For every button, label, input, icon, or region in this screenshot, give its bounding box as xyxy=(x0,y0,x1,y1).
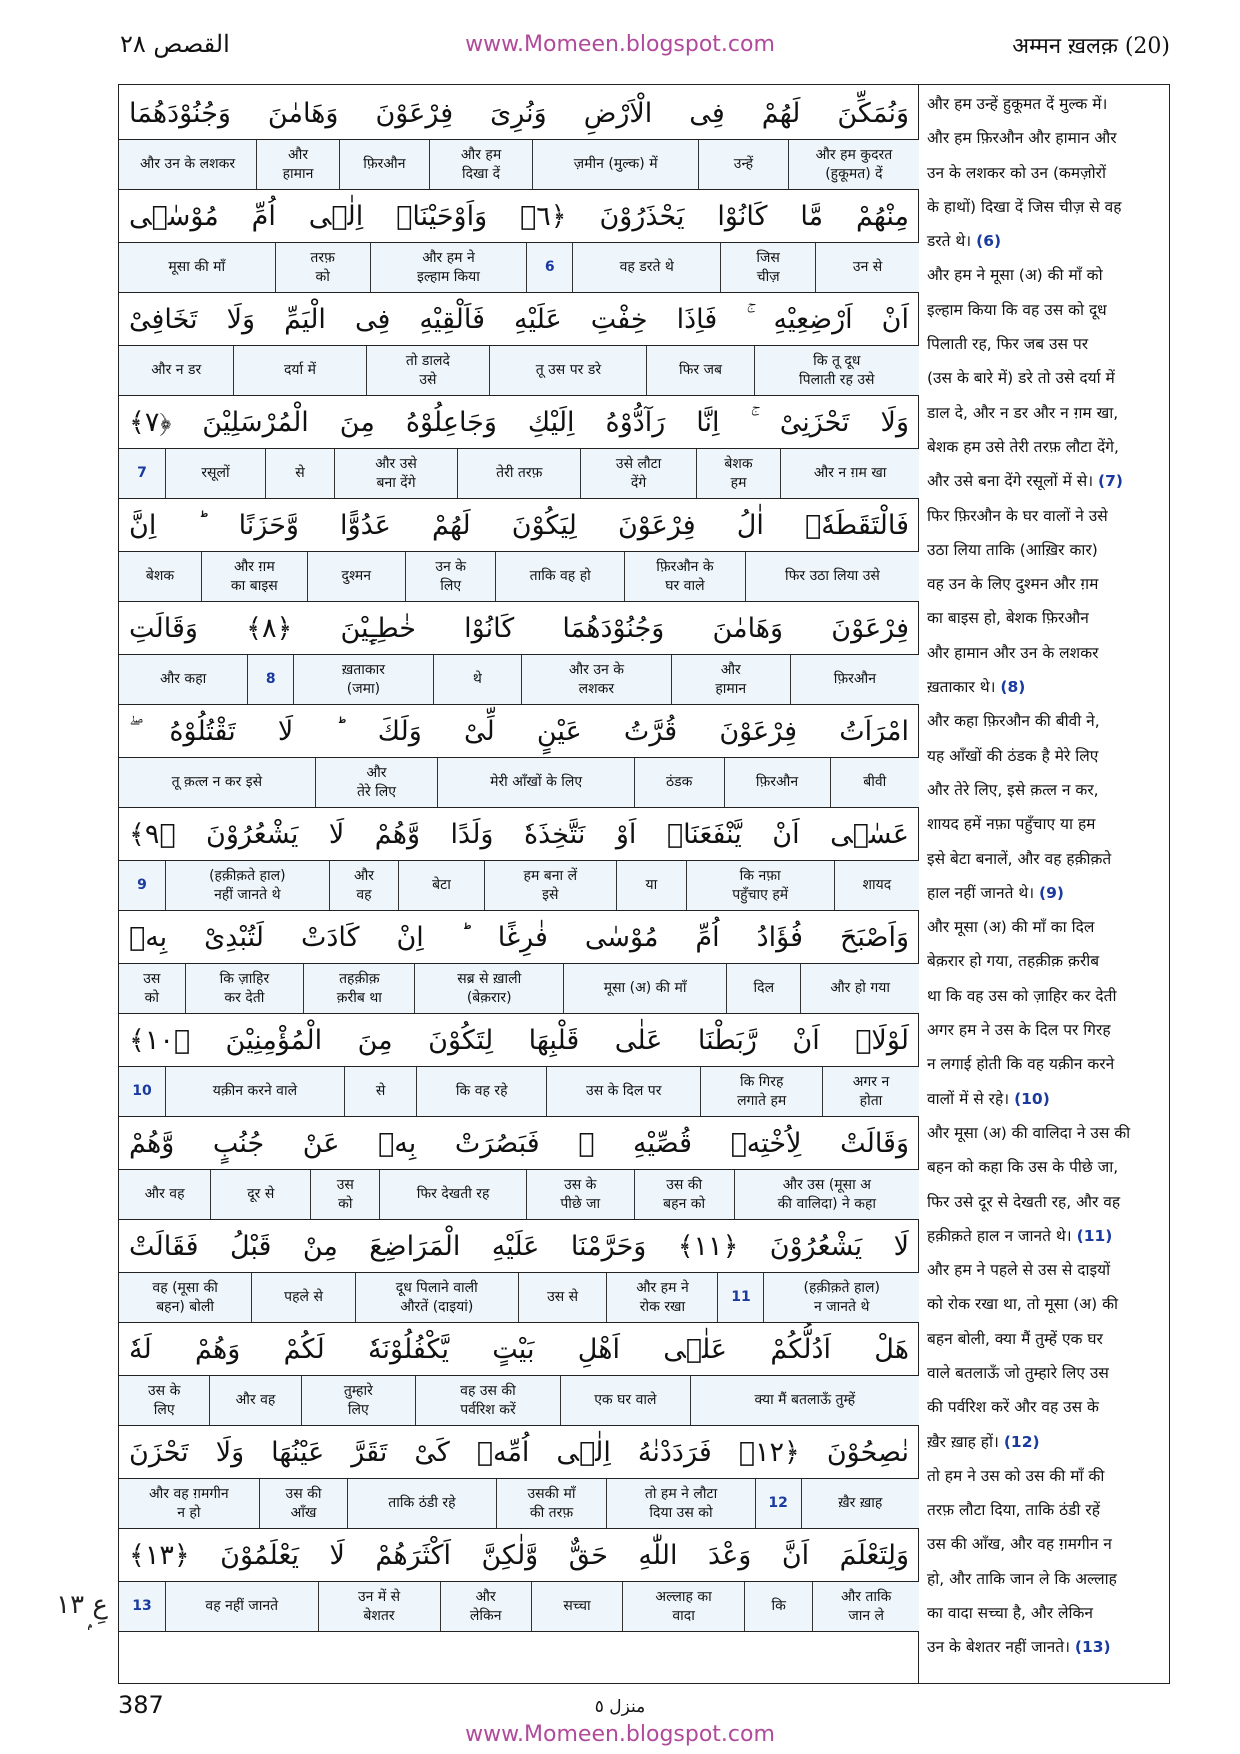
word-meaning-cell: उसे लौटा देंगे xyxy=(580,449,695,498)
word-meaning-cell: और वह xyxy=(209,1376,300,1425)
word-meaning-cell: बेशक xyxy=(145,568,175,584)
word-translation-row xyxy=(119,1067,919,1117)
arabic-verse-line: وَاَصْبَحَ فُؤَادُ اُمِّ مُوْسٰى فٰرِغًا ؕ اِنْ كَادَتْ لَتُبْدِىْ بِهٖ xyxy=(119,911,919,964)
translation-text: था कि वह उस को ज़ाहिर कर देती xyxy=(927,986,1117,1005)
translation-line xyxy=(927,739,1165,773)
translation-line xyxy=(927,464,1165,498)
translation-line xyxy=(927,1493,1165,1527)
translation-text: ख़ैर ख़ाह हों। (12) xyxy=(927,1432,1040,1451)
word-translation-row xyxy=(119,449,919,499)
verse-number: (10) xyxy=(1014,1089,1050,1108)
translation-line xyxy=(927,190,1165,224)
word-translation-row xyxy=(119,346,919,396)
translation-line xyxy=(927,1630,1165,1664)
word-meaning-cell: फ़िरऔन के घर वाले xyxy=(624,552,745,601)
word-meaning-cell: उस के लिए xyxy=(148,1382,181,1418)
word-meaning-cell: तो हम ने लौटा दिया उस को xyxy=(606,1479,754,1528)
arabic-verse-line: هَلْ اَدُلُّكُمْ عَلٰۤى اَهْلِ بَيْتٍ يَّكْفُلُوْنَهٗ لَكُمْ وَهُمْ لَهٗ xyxy=(119,1323,919,1376)
translation-text: का वादा सच्चा है, और लेकिन xyxy=(927,1604,1093,1623)
translation-line xyxy=(927,1219,1165,1253)
word-meaning-cell: तुम्हारे लिए xyxy=(301,1376,415,1425)
verse-number: (12) xyxy=(1003,1432,1040,1451)
translation-text: उन के बेशतर नहीं जानते। (13) xyxy=(927,1638,1111,1657)
word-translation-row xyxy=(119,1479,919,1529)
translation-text: तरफ़ लौटा दिया, ताकि ठंडी रहें xyxy=(927,1501,1100,1520)
word-meaning-cell: फिर जब xyxy=(646,346,753,395)
translation-line xyxy=(927,258,1165,292)
word-meaning-cell: ख़ताकार (जमा) xyxy=(293,655,432,704)
word-translation-row xyxy=(119,861,919,911)
translation-text: और हम उन्हें हुकूमत दें मुल्क में। xyxy=(927,95,1108,113)
translation-text: अगर हम ने उस के दिल पर गिरह xyxy=(927,1021,1111,1040)
translation-line xyxy=(927,1013,1165,1047)
word-translation-row xyxy=(119,1170,919,1220)
word-meaning-cell: तहक़ीक़ क़रीब था xyxy=(303,964,414,1013)
translation-text: और हम फ़िरऔन और हामान और xyxy=(927,129,1117,148)
translation-text: का बाइस हो, बेशक फ़िरऔन xyxy=(927,609,1089,628)
word-meaning-cell: ठंडक xyxy=(634,758,724,807)
word-meaning-cell: और हम दिखा दें xyxy=(429,140,533,189)
word-meaning-cell: कि xyxy=(744,1582,812,1631)
translation-text: और उसे बना देंगे रसूलों में से। (7) xyxy=(927,472,1123,491)
translation-text: वाले बतलाऊँ जो तुम्हारे लिए उस xyxy=(927,1363,1109,1382)
word-meaning-cell: ताकि ठंडी रहे xyxy=(347,1479,495,1528)
arabic-verse-line: فِرْعَوْنَ وَهَامٰنَ وَجُنُوْدَهُمَا كَانُوْا خٰطِـِٕيْنَ ﴿٨﴾ وَقَالَتِ xyxy=(119,602,919,655)
word-meaning-cell: दुश्मन xyxy=(307,552,405,601)
site-link-footer[interactable]: www.Momeen.blogspot.com xyxy=(465,1722,775,1747)
translation-line xyxy=(927,1562,1165,1596)
word-meaning-cell: अल्लाह का वादा xyxy=(622,1582,744,1631)
verse-number: (6) xyxy=(976,232,1002,251)
translation-line xyxy=(927,910,1165,944)
translation-text: उन के लशकर को उन (कमज़ोरों xyxy=(927,163,1107,182)
translation-text: बेशक हम उसे तेरी तरफ़ लौटा देंगे, xyxy=(927,437,1119,456)
translation-text: हाल नहीं जानते थे। (9) xyxy=(927,883,1064,902)
word-meaning-cell: कि नफ़ा पहुँचाए हमें xyxy=(686,861,834,910)
word-meaning-cell: से xyxy=(344,1067,416,1116)
word-meaning-cell: मूसा (अ) की माँ xyxy=(563,964,726,1013)
word-meaning-cell: क्या मैं बतलाऊँ तुम्हें xyxy=(690,1376,919,1425)
surah-header: القصص ٢٨ xyxy=(120,30,230,58)
word-translation-row xyxy=(119,140,919,190)
word-meaning-cell: एक घर वाले xyxy=(560,1376,690,1425)
word-meaning-cell: उस के दिल पर xyxy=(546,1067,700,1116)
word-meaning-cell: कि तू दूध पिलाती रह उसे xyxy=(754,346,919,395)
ruku-marker: عِ ١٣ xyxy=(56,1590,108,1620)
word-meaning-cell: उन में से बेशतर xyxy=(318,1582,440,1631)
translation-text: उठा लिया ताकि (आख़िर कार) xyxy=(927,540,1098,559)
translation-line xyxy=(927,1390,1165,1424)
translation-line xyxy=(927,944,1165,978)
arabic-verse-line: وَلَا تَحْزَنِىْ ۚ اِنَّا رَآدُّوْهُ اِلَيْكِ وَجَاعِلُوْهُ مِنَ الْمُرْسَلِيْنَ ﴿٧﴾ xyxy=(119,396,919,449)
word-translation-row xyxy=(119,758,919,808)
word-meaning-cell: दूध पिलाने वाली औरतें (दाइयां) xyxy=(355,1273,518,1322)
word-meaning-cell: वह डरते थे xyxy=(572,243,720,292)
word-meaning-cell: तू क़त्ल न कर इसे xyxy=(171,774,263,790)
word-meaning-cell: उस के पीछे जा xyxy=(526,1170,634,1219)
translation-line xyxy=(927,1185,1165,1219)
para-header: अम्मन ख़लक़ (20) xyxy=(1012,34,1170,59)
translation-text: डरते थे। (6) xyxy=(927,232,1002,251)
word-meaning-cell: और हो गया xyxy=(800,964,919,1013)
translation-text: और कहा फ़िरऔन की बीवी ने, xyxy=(927,712,1100,731)
word-meaning-cell: तरफ़ को xyxy=(275,243,370,292)
word-meaning-cell: दर्या में xyxy=(233,346,365,395)
arabic-verse-line: امْرَاَتُ فِرْعَوْنَ قُرَّتُ عَيْنٍ لِّىْ وَلَكَ ؕ لَا تَقْتُلُوْهُ ۖ xyxy=(119,705,919,758)
word-translation-row xyxy=(119,243,919,293)
word-meaning-cell: और उसे बना देंगे xyxy=(334,449,457,498)
verse-number-cell: 11 xyxy=(717,1273,763,1322)
verse-number-cell: 8 xyxy=(247,655,293,704)
word-meaning-cell: फ़िरऔन xyxy=(790,655,919,704)
translation-line xyxy=(927,704,1165,738)
word-meaning-cell: उस से xyxy=(518,1273,607,1322)
translation-text: डाल दे, और न डर और न ग़म खा, xyxy=(927,403,1119,422)
translation-line xyxy=(927,1425,1165,1459)
translation-line xyxy=(927,499,1165,533)
word-meaning-cell: रसूलों xyxy=(165,449,265,498)
word-meaning-cell: और तेरे लिए xyxy=(315,758,438,807)
word-by-word-column xyxy=(119,85,919,1683)
arabic-verse-line: مِنْهُمْ مَّا كَانُوْا يَحْذَرُوْنَ ﴿٦﴾ وَاَوْحَيْنَاۤ اِلٰۤى اُمِّ مُوْسٰۤى xyxy=(119,190,919,243)
word-meaning-cell: यक़ीन करने वाले xyxy=(165,1067,344,1116)
word-meaning-cell: और ताकि जान ले xyxy=(812,1582,919,1631)
word-meaning-cell: बेशक हम xyxy=(696,449,780,498)
verse-number: (9) xyxy=(1039,883,1064,902)
word-meaning-cell: या xyxy=(616,861,686,910)
translation-line xyxy=(927,1082,1165,1116)
word-meaning-cell: उन से xyxy=(815,243,919,292)
word-translation-row xyxy=(119,964,919,1014)
translation-text: और मूसा (अ) की माँ का दिल xyxy=(927,918,1095,937)
word-meaning-cell: उस की बहन को xyxy=(634,1170,734,1219)
word-meaning-cell: तू उस पर डरे xyxy=(489,346,646,395)
word-meaning-cell: और हामान xyxy=(671,655,790,704)
translation-line xyxy=(927,327,1165,361)
word-meaning-cell: वह (मूसा की बहन) बोली xyxy=(152,1279,218,1315)
translation-line xyxy=(927,1047,1165,1081)
word-translation-row xyxy=(119,1376,919,1426)
translation-text: इल्हाम किया कि वह उस को दूध xyxy=(927,300,1107,319)
word-meaning-cell: और हम ने इल्हाम किया xyxy=(370,243,527,292)
translation-line xyxy=(927,601,1165,635)
word-translation-row xyxy=(119,655,919,705)
word-meaning-cell: और न ग़म खा xyxy=(780,449,919,498)
word-meaning-cell: और वह xyxy=(329,861,399,910)
word-meaning-cell: और हम ने रोक रखा xyxy=(606,1273,717,1322)
verse-number-cell: 6 xyxy=(526,243,572,292)
translation-line xyxy=(927,1459,1165,1493)
translation-line xyxy=(927,121,1165,155)
translation-line xyxy=(927,979,1165,1013)
translation-text: पिलाती रह, फिर जब उस पर xyxy=(927,335,1089,354)
translation-line xyxy=(927,293,1165,327)
word-meaning-cell: से xyxy=(265,449,334,498)
word-meaning-cell: दिल xyxy=(726,964,800,1013)
translation-text: शायद हमें नफ़ा पहुँचाए या हम xyxy=(927,815,1096,834)
word-meaning-cell: तेरी तरफ़ xyxy=(457,449,580,498)
translation-text: और हम ने मूसा (अ) की माँ को xyxy=(927,266,1103,285)
translation-text: इसे बेटा बनालें, और वह हक़ीक़ते xyxy=(927,849,1112,868)
translation-text: और मूसा (अ) की वालिदा ने उस की xyxy=(927,1123,1131,1142)
word-meaning-cell: वह उस की पर्वरिश करें xyxy=(415,1376,560,1425)
translation-text: के हाथों) दिखा दें जिस चीज़ से वह xyxy=(927,197,1122,216)
arabic-verse-line: نٰصِحُوْنَ ﴿١٢﴾ فَرَدَدْنٰهُ اِلٰۤى اُمِّهٖ كَىْ تَقَرَّ عَيْنُهَا وَلَا تَحْزَنَ xyxy=(119,1426,919,1479)
word-meaning-cell: और हम कुदरत (हुकूमत) दें xyxy=(788,140,919,189)
translation-text: न लगाई होती कि वह यक़ीन करने xyxy=(927,1055,1115,1074)
translation-line xyxy=(927,773,1165,807)
page-number: 387 xyxy=(118,1691,164,1719)
translation-line xyxy=(927,636,1165,670)
arabic-verse-line: وَنُمَكِّنَ لَهُمْ فِى الْاَرْضِ وَنُرِىَ فِرْعَوْنَ وَهَامٰنَ وَجُنُوْدَهُمَا xyxy=(119,87,919,140)
verse-number-cell: 13 xyxy=(132,1598,152,1614)
word-meaning-cell: और न डर xyxy=(151,362,202,378)
word-meaning-cell: (हक़ीक़ते हाल) नहीं जानते थे xyxy=(165,861,329,910)
word-meaning-cell: और वह ग़मगीन न हो xyxy=(148,1485,229,1521)
translation-line xyxy=(927,1527,1165,1561)
word-meaning-cell: फ़िरऔन xyxy=(339,140,429,189)
word-translation-row xyxy=(119,1582,919,1632)
word-meaning-cell: उन के लिए xyxy=(405,552,496,601)
word-meaning-cell: फिर देखती रह xyxy=(379,1170,526,1219)
word-meaning-cell: सब्र से ख़ाली (बेक़रार) xyxy=(414,964,562,1013)
arabic-verse-line: وَلِتَعْلَمَ اَنَّ وَعْدَ اللّٰهِ حَقٌّ وَّلٰكِنَّ اَكْثَرَهُمْ لَا يَعْلَمُوْنَ ﴿١٣﴾ xyxy=(119,1529,919,1582)
arabic-verse-line: لَوْلَاۤ اَنْ رَّبَطْنَا عَلٰى قَلْبِهَا لِتَكُوْنَ مِنَ الْمُؤْمِنِيْنَ ﴿١٠﴾ xyxy=(119,1014,919,1067)
word-meaning-cell: मूसा की माँ xyxy=(168,259,226,275)
verse-number: (11) xyxy=(1076,1226,1113,1245)
word-meaning-cell: और वह xyxy=(144,1186,185,1202)
translation-line xyxy=(927,1150,1165,1184)
translation-text: को रोक रखा था, तो मूसा (अ) की xyxy=(927,1295,1119,1314)
word-meaning-cell: बेटा xyxy=(398,861,483,910)
verse-number: (7) xyxy=(1098,472,1123,491)
translation-text: यह आँखों की ठंडक है मेरे लिए xyxy=(927,746,1099,765)
word-meaning-cell: अगर न होता xyxy=(822,1067,919,1116)
word-meaning-cell: बीवी xyxy=(830,758,920,807)
word-meaning-cell: ताकि वह हो xyxy=(495,552,624,601)
translation-line xyxy=(927,396,1165,430)
arabic-verse-line: لَا يَشْعُرُوْنَ ﴿١١﴾ وَحَرَّمْنَا عَلَيْهِ الْمَرَاضِعَ مِنْ قَبْلُ فَقَالَتْ xyxy=(119,1220,919,1273)
translation-text: फिर उसे दूर से देखती रह, और वह xyxy=(927,1192,1121,1211)
translation-text: उस की आँख, और वह ग़मगीन न xyxy=(927,1535,1112,1554)
verse-number-cell: 9 xyxy=(137,877,147,893)
translation-text: (उस के बारे में) डरे तो उसे दर्या में xyxy=(927,369,1115,388)
word-meaning-cell: फिर उठा लिया उसे xyxy=(745,552,919,601)
verse-number-cell: 12 xyxy=(755,1479,801,1528)
translation-text: बहन को कहा कि उस के पीछे जा, xyxy=(927,1158,1119,1177)
translation-text: वह उन के लिए दुश्मन और ग़म xyxy=(927,575,1099,594)
translation-text: और तेरे लिए, इसे क़त्ल न कर, xyxy=(927,780,1099,799)
translation-line xyxy=(927,1116,1165,1150)
translation-text: ख़ताकार थे। (8) xyxy=(927,678,1026,697)
word-meaning-cell: तो डालदे उसे xyxy=(366,346,490,395)
translation-line xyxy=(927,224,1165,258)
word-meaning-cell: वह नहीं जानते xyxy=(165,1582,318,1631)
word-meaning-cell: और उन के लशकर xyxy=(521,655,671,704)
translation-line xyxy=(927,842,1165,876)
translation-text: फिर फ़िरऔन के घर वालों ने उसे xyxy=(927,506,1108,525)
manzil-label: منزل ٥ xyxy=(594,1697,646,1717)
word-meaning-cell: कि वह रहे xyxy=(416,1067,546,1116)
word-meaning-cell: उन्हें xyxy=(698,140,788,189)
translation-line xyxy=(927,1253,1165,1287)
verse-number-cell: 7 xyxy=(137,465,147,481)
verse-number: (13) xyxy=(1074,1638,1111,1657)
translation-line xyxy=(927,807,1165,841)
word-meaning-cell: (हक़ीक़ते हाल) न जानते थे xyxy=(763,1273,919,1322)
word-meaning-cell: और हामान xyxy=(256,140,339,189)
arabic-verse-line: عَسٰۤى اَنْ يَّنْفَعَنَاۤ اَوْ نَتَّخِذَهٗ وَلَدًا وَّهُمْ لَا يَشْعُرُوْنَ ﴿٩﴾ xyxy=(119,808,919,861)
word-meaning-cell: और उस (मूसा अ की वालिदा) ने कहा xyxy=(734,1170,919,1219)
translation-text: वालों में से रहे। (10) xyxy=(927,1089,1050,1108)
translation-text: बहन बोली, क्या मैं तुम्हें एक घर xyxy=(927,1329,1103,1348)
word-meaning-cell: ज़मीन (मुल्क) में xyxy=(532,140,698,189)
page-frame xyxy=(118,84,1170,1684)
word-meaning-cell: और ग़म का बाइस xyxy=(201,552,307,601)
word-meaning-cell: थे xyxy=(433,655,521,704)
site-link-header[interactable]: www.Momeen.blogspot.com xyxy=(465,32,775,57)
word-meaning-cell: और लेकिन xyxy=(440,1582,531,1631)
word-meaning-cell: और कहा xyxy=(159,671,207,687)
translation-text: तो हम ने उस को उस की माँ की xyxy=(927,1466,1105,1485)
arabic-verse-line: فَالْتَقَطَهٗۤ اٰلُ فِرْعَوْنَ لِيَكُوْنَ لَهُمْ عَدُوًّا وَّحَزَنًا ؕ اِنَّ xyxy=(119,499,919,552)
word-translation-row xyxy=(119,552,919,602)
translation-line xyxy=(927,567,1165,601)
translation-column xyxy=(927,87,1165,1665)
word-meaning-cell: और उन के लशकर xyxy=(140,156,236,172)
arabic-verse-line: وَقَالَتْ لِاُخْتِهٖ قُصِّيْهِ ۚ فَبَصُرَتْ بِهٖ عَنْ جُنُبٍ وَّهُمْ xyxy=(119,1117,919,1170)
translation-text: और हामान और उन के लशकर xyxy=(927,643,1099,662)
verse-number-cell: 10 xyxy=(132,1083,152,1099)
translation-line xyxy=(927,361,1165,395)
word-meaning-cell: उसकी माँ की तरफ़ xyxy=(496,1479,607,1528)
word-meaning-cell: कि गिरह लगाते हम xyxy=(700,1067,822,1116)
translation-line xyxy=(927,1356,1165,1390)
word-meaning-cell: पहले से xyxy=(251,1273,355,1322)
translation-text: हो, और ताकि जान ले कि अल्लाह xyxy=(927,1569,1117,1588)
translation-line xyxy=(927,87,1165,121)
translation-line xyxy=(927,430,1165,464)
translation-line xyxy=(927,1287,1165,1321)
word-meaning-cell: उस को xyxy=(310,1170,379,1219)
translation-line xyxy=(927,1322,1165,1356)
translation-line xyxy=(927,876,1165,910)
word-meaning-cell: कि ज़ाहिर कर देती xyxy=(185,964,304,1013)
word-meaning-cell: शायद xyxy=(834,861,919,910)
translation-line xyxy=(927,1596,1165,1630)
translation-line xyxy=(927,533,1165,567)
translation-line xyxy=(927,670,1165,704)
translation-line xyxy=(927,156,1165,190)
word-meaning-cell: उस की आँख xyxy=(259,1479,348,1528)
verse-number: (8) xyxy=(1000,678,1026,697)
translation-text: हक़ीक़ते हाल न जानते थे। (11) xyxy=(927,1226,1113,1245)
translation-text: और हम ने पहले से उस से दाइयों xyxy=(927,1261,1111,1280)
word-translation-row xyxy=(119,1273,919,1323)
word-meaning-cell: जिस चीज़ xyxy=(720,243,815,292)
translation-text: बेक़रार हो गया, तहक़ीक़ क़रीब xyxy=(927,952,1100,971)
word-meaning-cell: मेरी आँखों के लिए xyxy=(437,758,634,807)
word-meaning-cell: फ़िरऔन xyxy=(724,758,830,807)
word-meaning-cell: सच्चा xyxy=(531,1582,622,1631)
word-meaning-cell: उस को xyxy=(143,970,161,1006)
word-meaning-cell: दूर से xyxy=(210,1170,310,1219)
word-meaning-cell: हम बना लें इसे xyxy=(484,861,616,910)
word-meaning-cell: ख़ैर ख़ाह xyxy=(801,1479,919,1528)
translation-text: की पर्वरिश करें और वह उस के xyxy=(927,1398,1099,1417)
arabic-verse-line: اَنْ اَرْضِعِيْهِ ۚ فَاِذَا خِفْتِ عَلَيْهِ فَاَلْقِيْهِ فِى الْيَمِّ وَلَا تَخَافِىْ xyxy=(119,293,919,346)
